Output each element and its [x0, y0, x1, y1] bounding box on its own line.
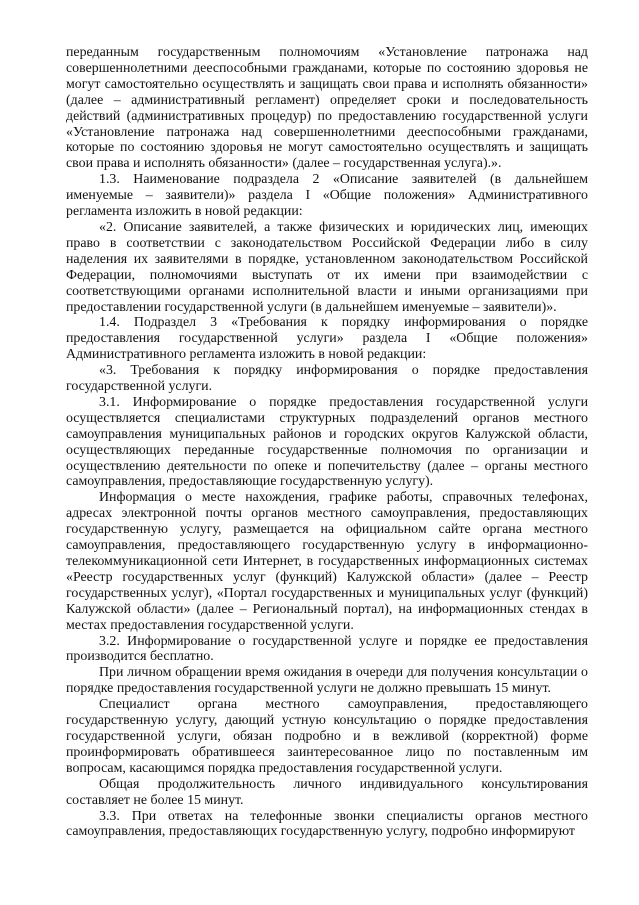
paragraph-waiting-time: При личном обращении время ожидания в очереди для получения консультации о порядке предоставления государственной услуги не должно превышать 15 минут.	[66, 665, 588, 697]
paragraph-applicants-description: «2. Описание заявителей, а также физических и юридических лиц, имеющих право в соответствии с законодательством Российской Федерации либо в силу наделения их заявителями в порядке, установленном законодательством Российской Федерации, полномочиями выступать от их имени при взаимодействии с соответствующими органами исполнительной власти и иными организациями при предоставлении государственной услуги (в дальнейшем именуемые – заявители)».	[66, 219, 588, 315]
paragraph-specialist-consultation: Специалист органа местного самоуправления, предоставляющего государственную услугу, дающий устную консультацию о порядке предоставления государственной услуги, обязан подробно и в вежливой (корректной) форме проинформировать обратившееся заинтересованное лицо по поставленным им вопросам, касающимся порядка предоставления государственной услуги.	[66, 697, 588, 776]
paragraph-1-4: 1.4. Подраздел 3 «Требования к порядку информирования о порядке предоставления государственной услуги» раздела I «Общие положения» Административного регламента изложить в новой редакции:	[66, 315, 588, 363]
document-page	[66, 45, 588, 840]
paragraph-regulation-title-continuation: переданным государственным полномочиям «Установление патронажа над совершеннолетними дееспособными гражданами, которые по состоянию здоровья не могут самостоятельно осуществлять и защищать свои права и исполнять обязанности» (далее – административный регламент) определяет сроки и последовательность действий (административных процедур) по предоставлению государственной услуги «Установление патронажа над совершеннолетними дееспособными гражданами, которые по состоянию здоровья не могут самостоятельно осуществлять и защищать свои права и исполнять обязанности» (далее – государственная услуга).».	[66, 45, 588, 172]
paragraph-1-3: 1.3. Наименование подраздела 2 «Описание заявителей (в дальнейшем именуемые – заявители)» раздела I «Общие положения» Административного регламента изложить в новой редакции:	[66, 172, 588, 220]
paragraph-consultation-duration: Общая продолжительность личного индивидуального консультирования составляет не более 15 минут.	[66, 776, 588, 808]
paragraph-3-2: 3.2. Информирование о государственной услуге и порядке ее предоставления производится бесплатно.	[66, 633, 588, 665]
paragraph-3-1: 3.1. Информирование о порядке предоставления государственной услуги осуществляется специалистами структурных подразделений органов местного самоуправления муниципальных районов и городских округов Калужской области, осуществляющих переданные государственные полномочия по организации и осуществлению деятельности по опеке и попечительству (далее – органы местного самоуправления, предоставляющие государственную услугу).	[66, 394, 588, 490]
paragraph-3-3: 3.3. При ответах на телефонные звонки специалисты органов местного самоуправления, предоставляющих государственную услугу, подробно информируют	[66, 808, 588, 840]
paragraph-section-3-heading: «3. Требования к порядку информирования о порядке предоставления государственной услуги.	[66, 363, 588, 395]
paragraph-contact-information: Информация о месте нахождения, графике работы, справочных телефонах, адресах электронной почты органов местного самоуправления, предоставляющих государственную услугу, размещается на официальном сайте органа местного самоуправления, предоставляющего государственную услугу в информационно-телекоммуникационной сети Интернет, в государственных информационных системах «Реестр государственных услуг (функций) Калужской области» (далее – Реестр государственных услуг), «Портал государственных и муниципальных услуг (функций) Калужской области» (далее – Региональный портал), на информационных стендах в местах предоставления государственной услуги.	[66, 490, 588, 633]
